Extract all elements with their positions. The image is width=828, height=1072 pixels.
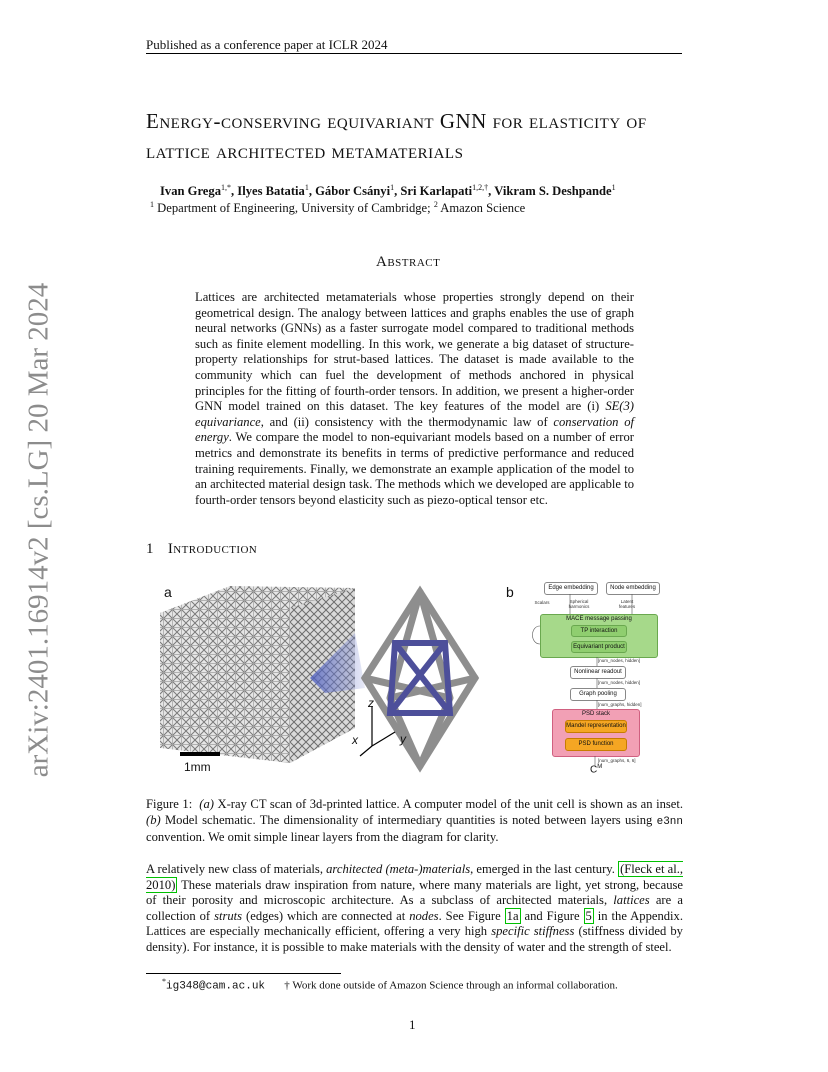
author-name: Ivan Grega <box>160 184 221 199</box>
affiliations <box>150 200 525 216</box>
footnote-mark: * <box>162 977 166 986</box>
author-sup: 1 <box>390 183 395 192</box>
scale-bar <box>180 752 220 756</box>
body-text: are a collection of <box>146 893 683 923</box>
figure-ref-link[interactable]: 1a <box>506 908 519 923</box>
abstract-emphasis: SE(3) equivariance <box>195 399 634 429</box>
axis-z-label: z <box>368 696 374 710</box>
body-emphasis: struts <box>214 908 243 923</box>
affil-sup: 1 <box>150 200 154 209</box>
output-c: C <box>590 764 598 776</box>
body-text: (edges) which are connected at <box>242 908 410 923</box>
equivariant-product-box: Equivariant product <box>571 641 627 653</box>
caption-tag: (b) <box>146 812 161 827</box>
page-number: 1 <box>409 1017 416 1032</box>
abstract-heading-text: Abstract <box>376 254 441 270</box>
author-sup: 1,2,† <box>472 183 489 192</box>
abstract-text: . We compare the model to non-equivariant models based on a number of error metrics and demonstrate its benefits in terms of predictive performance and reduced training requirements. Finally, we demonstrate an example application of the model to an architected material design task. The methods which we developed are applicable to fourth-order tensors beyond elasticity such as piezo-optical tensor etc. <box>195 430 634 507</box>
author-sup: 1 <box>304 183 309 192</box>
body-text: These materials draw inspiration from nature, where many materials are light, yet strong, because of their porosity and microscopic architecture. As a subclass of architected materials, <box>146 877 683 908</box>
scale-bar-label: 1mm <box>184 760 211 774</box>
abstract-emphasis: conservation of energy <box>195 414 634 445</box>
caption-code: e3nn <box>656 815 683 828</box>
author-name: Sri Karlapati <box>400 184 473 199</box>
body-text: and Figure <box>520 908 584 923</box>
psd-function-box: PSD function <box>565 738 627 751</box>
node-embedding-box: Node embedding <box>606 582 660 595</box>
section-number: 1 <box>146 541 154 557</box>
caption-text: Model schematic. The dimensionality of intermediary quantities is noted between layers using <box>160 812 657 827</box>
footnote <box>162 977 618 993</box>
mandel-box: Mandel representation <box>565 720 627 733</box>
author-name: Vikram S. Deshpande <box>494 184 612 199</box>
running-header: Published as a conference paper at ICLR 2024 <box>146 37 388 52</box>
latent-label: Latent features <box>618 599 636 609</box>
figure-panel-b <box>502 578 682 778</box>
psd-stack-label: PSD stack <box>581 711 610 717</box>
affil-amazon: Amazon Science <box>440 201 526 216</box>
graph-pooling-box: Graph pooling <box>570 688 626 701</box>
paper-title <box>146 106 686 166</box>
abstract-text: Lattices are architected metamaterials whose properties strongly depend on their geometrical design. The analogy between lattices and graphs enables the use of graph neural networks (GNNs) as a faster surrogate model compared to traditional methods such as finite element modelling. In this work, we generate a big dataset of structure-property relationships for strut-based lattices. The dataset is made available to the community which can fuel the development of methods anchored in physical principles for the fitting of fourth-order tensors. In addition, we present a higher-order GNN model trained on this dataset. The key features of the model are (i) <box>195 290 634 414</box>
lattice-ct-image <box>150 578 500 778</box>
nonlinear-readout-box: Nonlinear readout <box>570 666 626 679</box>
dim-label: [num_nodes, hidden] <box>598 680 641 685</box>
figure-ref-link[interactable]: 5 <box>585 908 592 923</box>
intro-paragraph <box>146 862 683 956</box>
body-text: . See Figure <box>438 908 505 923</box>
body-emphasis: lattices <box>613 893 650 908</box>
caption-tag: (a) <box>199 797 214 811</box>
body-text: in the Appendix. Lattices are especially mechanically efficient, offering a very high <box>146 908 683 939</box>
body-text: (stiffness divided by density). For instance, it is possible to make materials with the density of water and the strength of steel. <box>146 924 683 954</box>
panel-a-label: a <box>164 584 172 600</box>
footnote-rule <box>146 973 341 974</box>
author-list: Ivan Grega$^{1,*}$, Ilyes Batatia$^1$, Gábor Csányi$^1$, Sri Karlapati$^{1,2,\dagger}$, Vikram S. Deshpande$^1$ <box>160 183 616 199</box>
caption-label: Figure 1: <box>146 797 193 811</box>
affil-sup: 2 <box>433 200 438 209</box>
spherical-label: Spherical harmonics <box>568 599 590 609</box>
body-text: A relatively new class of materials, <box>146 862 327 876</box>
figure-panel-a <box>150 578 500 778</box>
affil-cambridge: Department of Engineering, University of Cambridge; <box>157 201 431 216</box>
abstract-body <box>195 290 634 508</box>
caption-text: X-ray CT scan of 3d-printed lattice. A computer model of the unit cell is shown as an inset. <box>213 797 684 811</box>
arxiv-stamp: arXiv:2401.16914v2 [cs.LG] 20 Mar 2024 <box>22 282 55 778</box>
author-name: Ilyes Batatia <box>237 184 305 199</box>
abstract-text: , and (ii) consistency with the thermodynamic law of <box>260 414 554 429</box>
author-sup: 1,* <box>221 183 231 192</box>
scalars-label: Scalars <box>534 600 550 605</box>
mace-label: MACE message passing <box>566 616 632 622</box>
edge-embedding-box: Edge embedding <box>544 582 598 595</box>
footnote-text: † Work done outside of Amazon Science through an informal collaboration. <box>284 979 618 992</box>
body-emphasis: specific stiffness <box>491 924 575 939</box>
figure-caption <box>146 797 683 846</box>
output-tensor <box>590 764 602 775</box>
output-sup: M <box>597 764 603 770</box>
body-text: , emerged in the last century. <box>470 862 619 876</box>
axis-x-label: x <box>352 733 358 747</box>
axis-y-label: y <box>400 732 406 746</box>
body-emphasis: architected (meta-)materials <box>326 862 471 876</box>
caption-text: convention. We omit simple linear layers from the diagram for clarity. <box>146 830 499 845</box>
dim-label: [num_graphs, hidden] <box>598 702 642 707</box>
mace-block <box>540 614 658 658</box>
abstract-heading <box>376 254 440 271</box>
email-link[interactable]: ig348@cam.ac.uk <box>166 980 266 993</box>
psd-stack-block <box>552 709 640 757</box>
title-text: Energy-conserving equivariant GNN for elasticity of lattice architected metamaterials <box>146 109 647 163</box>
dim-label: [num_nodes, hidden] <box>598 658 641 663</box>
author-name: Gábor Csányi <box>315 184 391 199</box>
panel-b-label: b <box>506 584 514 600</box>
dim-label: [num_graphs, 6, 6] <box>598 758 636 763</box>
section-heading <box>146 541 257 558</box>
citation-link[interactable]: (Fleck et al., 2010) <box>146 862 684 892</box>
body-emphasis: nodes <box>409 908 439 923</box>
header-rule <box>146 53 682 54</box>
author-sup: 1 <box>611 183 616 192</box>
tp-interaction-box: TP interaction <box>571 625 627 637</box>
section-title: Introduction <box>167 541 258 557</box>
